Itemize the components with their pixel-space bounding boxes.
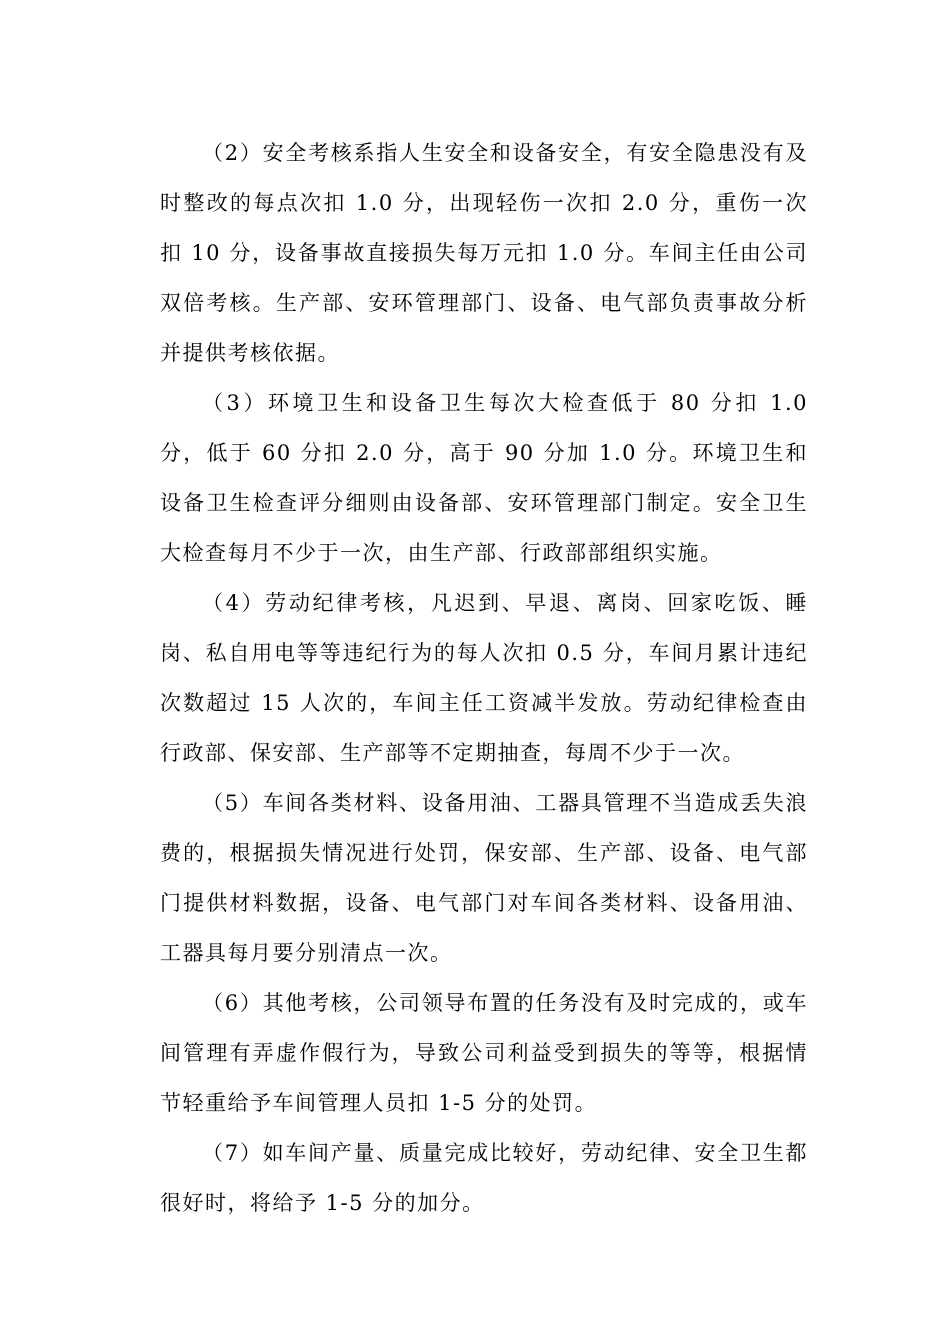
paragraph-hygiene-assessment: （3）环境卫生和设备卫生每次大检查低于 80 分扣 1.0 分，低于 60 分扣 2.0 分，高于 90 分加 1.0 分。环境卫生和设备卫生检查评分细则由设备部、安环管理部门制定。安全卫生大检查每月不少于一次，由生产部、行政部部组织实施。 — [160, 391, 808, 565]
paragraph-materials-management: （5）车间各类材料、设备用油、工器具管理不当造成丢失浪费的，根据损失情况进行处罚，保安部、生产部、设备、电气部门提供材料数据，设备、电气部门对车间各类材料、设备用油、工器具每月要分别清点一次。 — [160, 791, 808, 965]
paragraph-bonus-points: （7）如车间产量、质量完成比较好，劳动纪律、安全卫生都很好时，将给予 1-5 分的加分。 — [160, 1141, 808, 1215]
paragraph-safety-assessment: （2）安全考核系指人生安全和设备安全，有安全隐患没有及时整改的每点次扣 1.0 分，出现轻伤一次扣 2.0 分，重伤一次扣 10 分，设备事故直接损失每万元扣 1.0 分。车间主任由公司双倍考核。生产部、安环管理部门、设备、电气部负责事故分析并提供考核依据。 — [160, 141, 808, 365]
document-body — [160, 128, 808, 1228]
paragraph-other-assessment: （6）其他考核，公司领导布置的任务没有及时完成的，或车间管理有弄虚作假行为，导致公司利益受到损失的等等，根据情节轻重给予车间管理人员扣 1-5 分的处罚。 — [160, 991, 808, 1115]
paragraph-labor-discipline: （4）劳动纪律考核，凡迟到、早退、离岗、回家吃饭、睡岗、私自用电等等违纪行为的每人次扣 0.5 分，车间月累计违纪次数超过 15 人次的，车间主任工资减半发放。劳动纪律检查由行政部、保安部、生产部等不定期抽查，每周不少于一次。 — [160, 591, 808, 765]
